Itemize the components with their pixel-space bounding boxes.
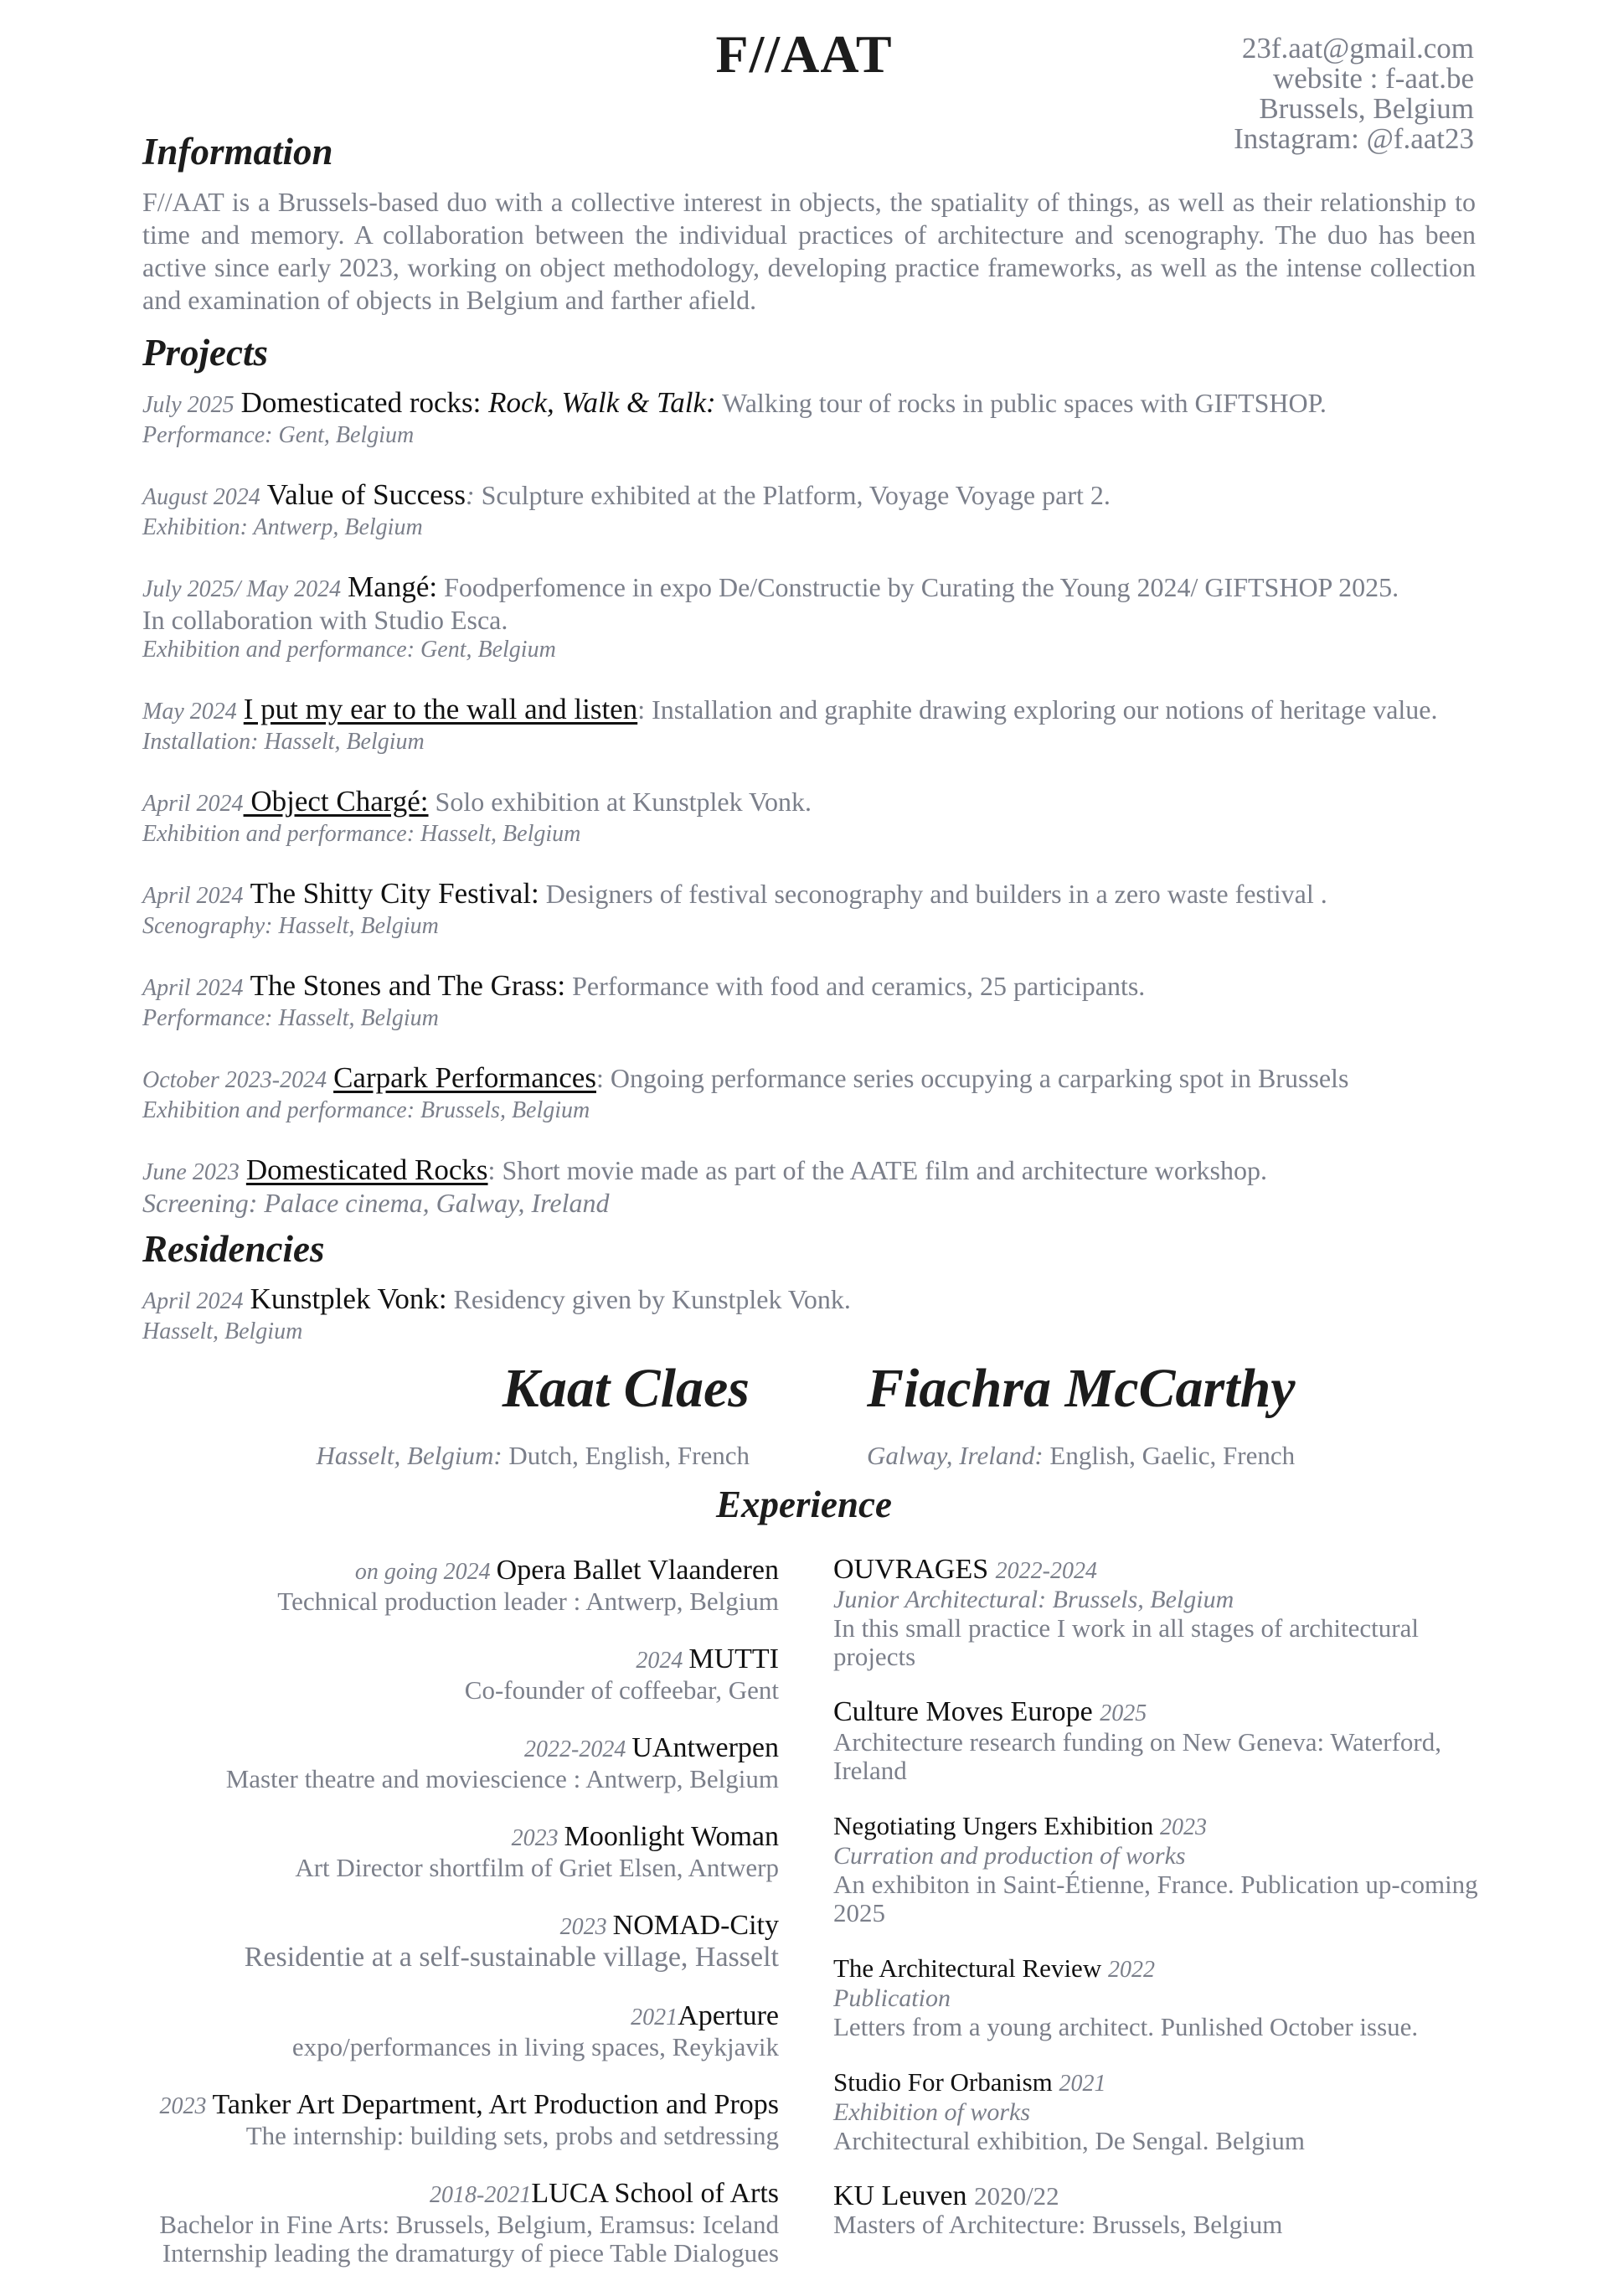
experience-description: expo/performances in living spaces, Reykjavik <box>291 2032 779 2061</box>
project-description: Designers of festival seconography and builders in a zero waste festival . <box>539 879 1327 909</box>
person-name-kaat: Kaat Claes <box>502 1358 750 1419</box>
project-title: Value of Success <box>266 478 466 511</box>
project-description: : Short movie made as part of the AATE film and architecture workshop. <box>487 1155 1267 1185</box>
experience-title: The Architectural Review <box>833 1953 1108 1983</box>
experience-description: In this small practice I work in all stages of architectural projects <box>833 1613 1419 1671</box>
experience-title: KU Leuven <box>833 2180 975 2211</box>
project-description: : Installation and graphite drawing exploring our notions of heritage value. <box>637 694 1438 725</box>
project-title-link[interactable]: Carpark Performances <box>333 1061 596 1094</box>
experience-title: OUVRAGES <box>833 1554 996 1585</box>
experience-year: 2018-2021 <box>430 2182 532 2208</box>
experience-description: An exhibiton in Saint-Étienne, France. Publication up-coming 2025 <box>833 1870 1478 1927</box>
contact-website[interactable]: website : f-aat.be <box>1272 62 1474 95</box>
person-meta-fiachra <box>867 1441 1295 1471</box>
experience-item <box>92 1911 779 1973</box>
project-date: July 2025 <box>142 392 234 418</box>
project-item <box>142 879 1482 942</box>
project-date: June 2023 <box>142 1159 240 1185</box>
project-description: Foodperfomence in expo De/Constructie by Curating the Young 2024/ GIFTSHOP 2025. <box>437 572 1399 602</box>
experience-title: LUCA School of Arts <box>531 2178 779 2209</box>
project-description: Walking tour of rocks in public spaces with GIFTSHOP. <box>715 388 1327 418</box>
experience-description-continued: Internship leading the dramaturgy of piece Table Dialogues <box>162 2238 779 2268</box>
contact-block <box>1234 34 1474 154</box>
project-date: August 2024 <box>142 484 260 510</box>
project-item <box>142 480 1482 543</box>
experience-title: Tanker Art Department, Art Production and Props <box>212 2089 779 2120</box>
person-location: Hasselt, Belgium: <box>316 1441 502 1470</box>
experience-year: 2021 <box>1059 2071 1106 2097</box>
information-heading: Information <box>142 131 333 173</box>
project-subtitle: : <box>465 480 475 510</box>
project-date: April 2024 <box>142 975 244 1001</box>
experience-description: Architectural exhibition, De Sengal. Belgium <box>833 2126 1306 2155</box>
project-description: Performance with food and ceramics, 25 participants. <box>565 971 1146 1001</box>
experience-title: MUTTI <box>688 1643 779 1674</box>
person-languages: Dutch, English, French <box>502 1441 750 1470</box>
experience-description: Bachelor in Fine Arts: Brussels, Belgium, Eramsus: Iceland <box>159 2210 779 2239</box>
residency-title: Kunstplek Vonk: <box>250 1282 447 1315</box>
project-description: : Ongoing performance series occupying a carparking spot in Brussels <box>595 1063 1349 1093</box>
experience-item <box>833 1556 1487 1671</box>
project-item <box>142 572 1482 665</box>
experience-description: Co-founder of coffeebar, Gent <box>464 1675 779 1705</box>
experience-item <box>92 2001 779 2061</box>
experience-item <box>833 2068 1487 2155</box>
experience-year: 2023 <box>559 1914 613 1940</box>
experience-item <box>92 2179 779 2268</box>
project-date: April 2024 <box>142 883 244 909</box>
projects-heading: Projects <box>142 332 268 374</box>
experience-year: 2022 <box>1107 1957 1155 1983</box>
project-title: Mangé: <box>348 570 438 603</box>
person-languages: English, Gaelic, French <box>1043 1441 1296 1470</box>
experience-description: Master theatre and moviescience : Antwerp, Belgium <box>225 1764 779 1793</box>
project-item <box>142 694 1482 757</box>
experience-description: Technical production leader : Antwerp, Belgium <box>277 1587 779 1616</box>
experience-description: Architecture research funding on New Geneva: Waterford, Ireland <box>833 1727 1441 1785</box>
contact-location: Brussels, Belgium <box>1259 92 1474 125</box>
experience-role: Junior Architectural: Brussels, Belgium <box>833 1586 1234 1613</box>
project-title: The Shitty City Festival: <box>250 877 539 910</box>
experience-year: 2022-2024 <box>524 1736 632 1762</box>
project-meta: Screening: Palace cinema, Galway, Ireland <box>142 1188 610 1218</box>
project-item <box>142 971 1482 1034</box>
project-title-link[interactable]: I put my ear to the wall and listen <box>243 693 638 725</box>
experience-title: UAntwerpen <box>631 1732 779 1763</box>
project-meta: Performance: Hasselt, Belgium <box>142 1005 439 1031</box>
project-date: April 2024 <box>142 791 244 817</box>
experience-title: Studio For Orbanism <box>833 2067 1059 2097</box>
experience-title: Negotiating Ungers Exhibition <box>833 1811 1161 1840</box>
experience-role: Curration and production of works <box>833 1842 1186 1870</box>
person-name-fiachra: Fiachra McCarthy <box>867 1358 1296 1419</box>
contact-email[interactable]: 23f.aat@gmail.com <box>1241 32 1474 64</box>
project-meta: Exhibition and performance: Brussels, Belgium <box>142 1097 590 1123</box>
experience-item <box>92 1556 779 1616</box>
project-description: Solo exhibition at Kunstplek Vonk. <box>428 787 812 817</box>
experience-year: 2023 <box>511 1825 564 1851</box>
project-item <box>142 388 1482 451</box>
experience-item <box>92 1644 779 1705</box>
project-item <box>142 1155 1482 1218</box>
experience-right-column <box>833 1556 1487 2266</box>
project-date: October 2023-2024 <box>142 1067 327 1093</box>
information-text: F//AAT is a Brussels-based duo with a collective interest in objects, the spatiality of things, as well as their relationship to time and memory. A collaboration between the individual practices of architecture and scenography. The duo has been active since early 2023, working on object methodology, developing practice frameworks, as well as the intense collection and examination of objects in Belgium and farther afield. <box>142 187 1476 315</box>
project-item <box>142 787 1482 849</box>
experience-year: 2021 <box>631 2004 678 2030</box>
project-date: July 2025/ May 2024 <box>142 576 342 602</box>
residencies-heading: Residencies <box>142 1228 325 1270</box>
experience-left-column <box>92 1556 779 2296</box>
experience-description: Art Director shortfilm of Griet Elsen, Antwerp <box>295 1853 779 1882</box>
experience-title: Aperture <box>678 2000 779 2031</box>
experience-title: Culture Moves Europe <box>833 1696 1100 1727</box>
person-meta-kaat <box>317 1441 750 1471</box>
experience-title: NOMAD-City <box>612 1910 779 1941</box>
experience-description: Letters from a young architect. Punlished October issue. <box>833 2012 1419 2041</box>
project-subtitle: Rock, Walk & Talk: <box>488 386 716 419</box>
project-date: May 2024 <box>142 699 237 725</box>
person-location: Galway, Ireland: <box>867 1441 1044 1470</box>
brand-title: F//AAT <box>715 24 893 84</box>
experience-year: 2020/22 <box>974 2181 1059 2211</box>
experience-year: 2022-2024 <box>995 1558 1097 1584</box>
project-meta: Exhibition and performance: Gent, Belgium <box>142 637 556 663</box>
experience-description: The internship: building sets, probs and setdressing <box>245 2121 779 2150</box>
experience-year: 2025 <box>1100 1700 1147 1726</box>
experience-heading: Experience <box>716 1483 892 1525</box>
experience-description: Residentie at a self-sustainable village, Hasselt <box>244 1942 779 1973</box>
experience-item <box>92 1822 779 1882</box>
experience-item <box>833 2182 1487 2239</box>
experience-item <box>833 1954 1487 2041</box>
project-description-continued: In collaboration with Studio Esca. <box>142 605 508 635</box>
experience-year: 2023 <box>1160 1814 1208 1840</box>
residency-description: Residency given by Kunstplek Vonk. <box>446 1284 851 1314</box>
experience-item <box>92 1733 779 1793</box>
project-meta: Scenography: Hasselt, Belgium <box>142 913 439 939</box>
project-description: Sculpture exhibited at the Platform, Voyage Voyage part 2. <box>474 480 1111 510</box>
projects-list <box>142 388 1482 1247</box>
experience-role: Publication <box>833 1984 951 2012</box>
project-title-link[interactable]: Domesticated Rocks <box>245 1153 488 1186</box>
experience-title: Opera Ballet Vlaanderen <box>496 1555 779 1586</box>
residency-date: April 2024 <box>142 1288 244 1314</box>
experience-description: Masters of Architecture: Brussels, Belgium <box>833 2210 1283 2239</box>
project-title-link[interactable]: Object Chargé: <box>243 785 429 818</box>
experience-year: 2023 <box>159 2093 213 2119</box>
experience-year: on going 2024 <box>354 1559 497 1585</box>
residency-meta: Hasselt, Belgium <box>142 1318 303 1344</box>
experience-title: Moonlight Woman <box>564 1821 779 1852</box>
project-meta: Exhibition and performance: Hasselt, Belgium <box>142 821 581 847</box>
experience-year: 2024 <box>636 1648 689 1674</box>
project-meta: Installation: Hasselt, Belgium <box>142 729 425 755</box>
contact-instagram[interactable]: Instagram: @f.aat23 <box>1234 122 1474 155</box>
project-title: The Stones and The Grass: <box>250 969 566 1002</box>
project-item <box>142 1063 1482 1126</box>
experience-item <box>833 1698 1487 1785</box>
experience-item <box>833 1812 1487 1927</box>
experience-item <box>92 2090 779 2150</box>
project-title: Domesticated rocks: <box>240 386 489 419</box>
experience-role: Exhibition of works <box>833 2098 1030 2126</box>
residency-item <box>142 1284 851 1347</box>
project-meta: Exhibition: Antwerp, Belgium <box>142 514 423 540</box>
project-meta: Performance: Gent, Belgium <box>142 422 415 448</box>
